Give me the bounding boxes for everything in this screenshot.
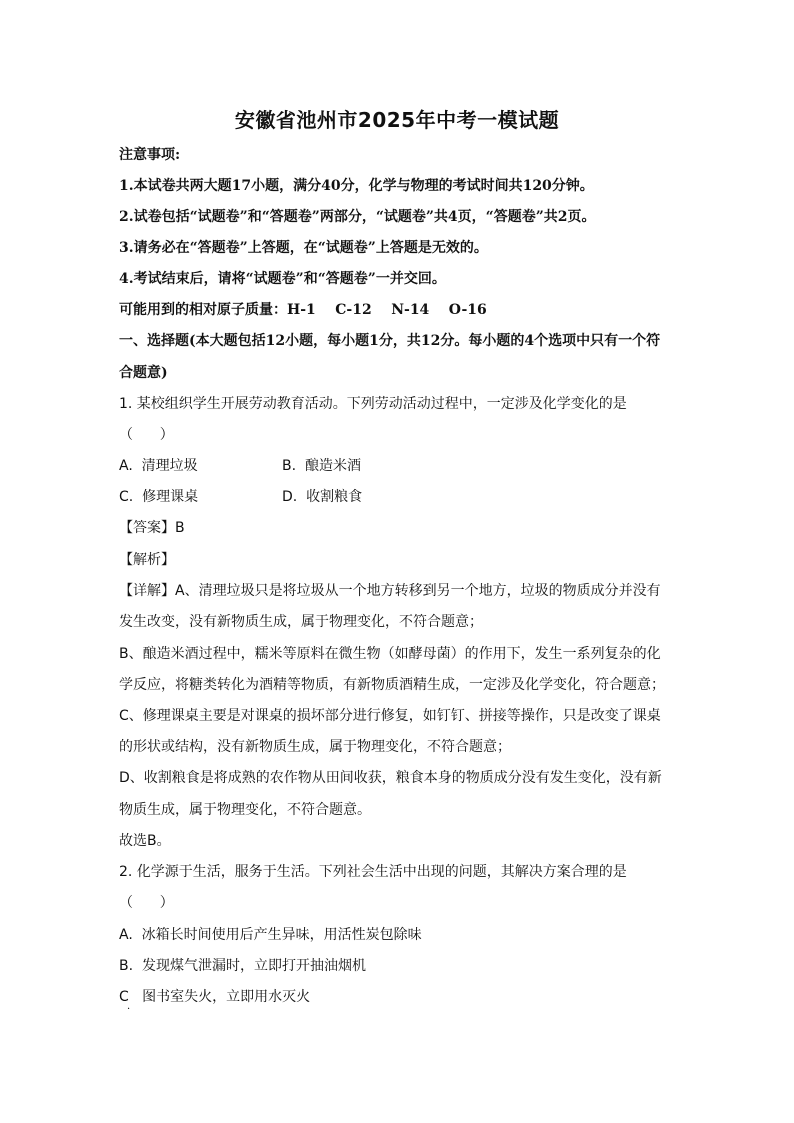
q1-option-c: C. 修理课桌 — [119, 489, 199, 505]
section-heading-line2: 合题意) — [119, 365, 168, 381]
q1-analysis-label: 【解析】 — [119, 552, 175, 568]
q1-explanation-line: C、修理课桌主要是对课桌的损坏部分进行修复，如钉钉、拼接等操作，只是改变了课桌 — [119, 708, 661, 724]
section-heading-line1: 一、选择题(本大题包括12小题，每小题1分，共12分。每小题的4个选项中只有一个符 — [119, 333, 661, 349]
q1-option-a: A. 清理垃圾 — [119, 458, 198, 474]
notice-item-3: 3.请务必在“答题卷”上答题，在“试题卷”上答题是无效的。 — [119, 240, 488, 256]
q1-explanation-line: D、收割粮食是将成熟的农作物从田间收获，粮食本身的物质成分没有发生变化，没有新 — [119, 770, 662, 786]
q1-explanation-line: 学反应，将糖类转化为酒精等物质，有新物质酒精生成，一定涉及化学变化，符合题意； — [119, 677, 665, 693]
q1-option-b: B. 酿造米酒 — [282, 458, 361, 474]
q1-explanation-line: 的形状或结构，没有新物质生成，属于物理变化，不符合题意； — [119, 739, 511, 755]
q2-stem: 2. 化学源于生活，服务于生活。下列社会生活中出现的问题，其解决方案合理的是 — [119, 864, 627, 880]
q2-option-b: B. 发现煤气泄漏时，立即打开抽油烟机 — [119, 958, 366, 974]
q1-conclusion: 故选B。 — [119, 833, 171, 849]
stray-dot-mark: · — [127, 1004, 131, 1015]
q2-option-c: C 图书室失火，立即用水灭火 — [119, 989, 311, 1005]
q1-paren: （ ） — [119, 427, 174, 443]
q1-explanation-line: 发生改变，没有新物质生成，属于物理变化，不符合题意； — [119, 614, 483, 630]
notice-item-1: 1.本试卷共两大题17小题，满分40分，化学与物理的考试时间共120分钟。 — [119, 178, 594, 194]
q1-option-d: D. 收割粮食 — [282, 489, 363, 505]
page-title: 安徽省池州市2025年中考一模试题 — [234, 108, 560, 132]
q1-explanation-line: 物质生成，属于物理变化，不符合题意。 — [119, 802, 371, 818]
q1-answer: 【答案】B — [119, 520, 185, 536]
notice-heading: 注意事项: — [119, 147, 181, 163]
q1-explanation-line: B、酿造米酒过程中，糯米等原料在微生物（如酵母菌）的作用下，发生一系列复杂的化 — [119, 646, 661, 662]
atomic-mass-line: 可能用到的相对原子质量：H-1 C-12 N-14 O-16 — [119, 302, 487, 318]
notice-item-4: 4.考试结束后，请将“试题卷”和“答题卷”一并交回。 — [119, 271, 446, 287]
q2-option-a: A. 冰箱长时间使用后产生异味，用活性炭包除味 — [119, 927, 422, 943]
q1-explanation-line: 【详解】A、清理垃圾只是将垃圾从一个地方转移到另一个地方，垃圾的物质成分并没有 — [119, 583, 661, 599]
q1-stem: 1. 某校组织学生开展劳动教育活动。下列劳动活动过程中，一定涉及化学变化的是 — [119, 396, 627, 412]
notice-item-2: 2.试卷包括“试题卷”和“答题卷”两部分，“试题卷”共4页，“答题卷”共2页。 — [119, 209, 596, 225]
q2-paren: （ ） — [119, 895, 174, 911]
